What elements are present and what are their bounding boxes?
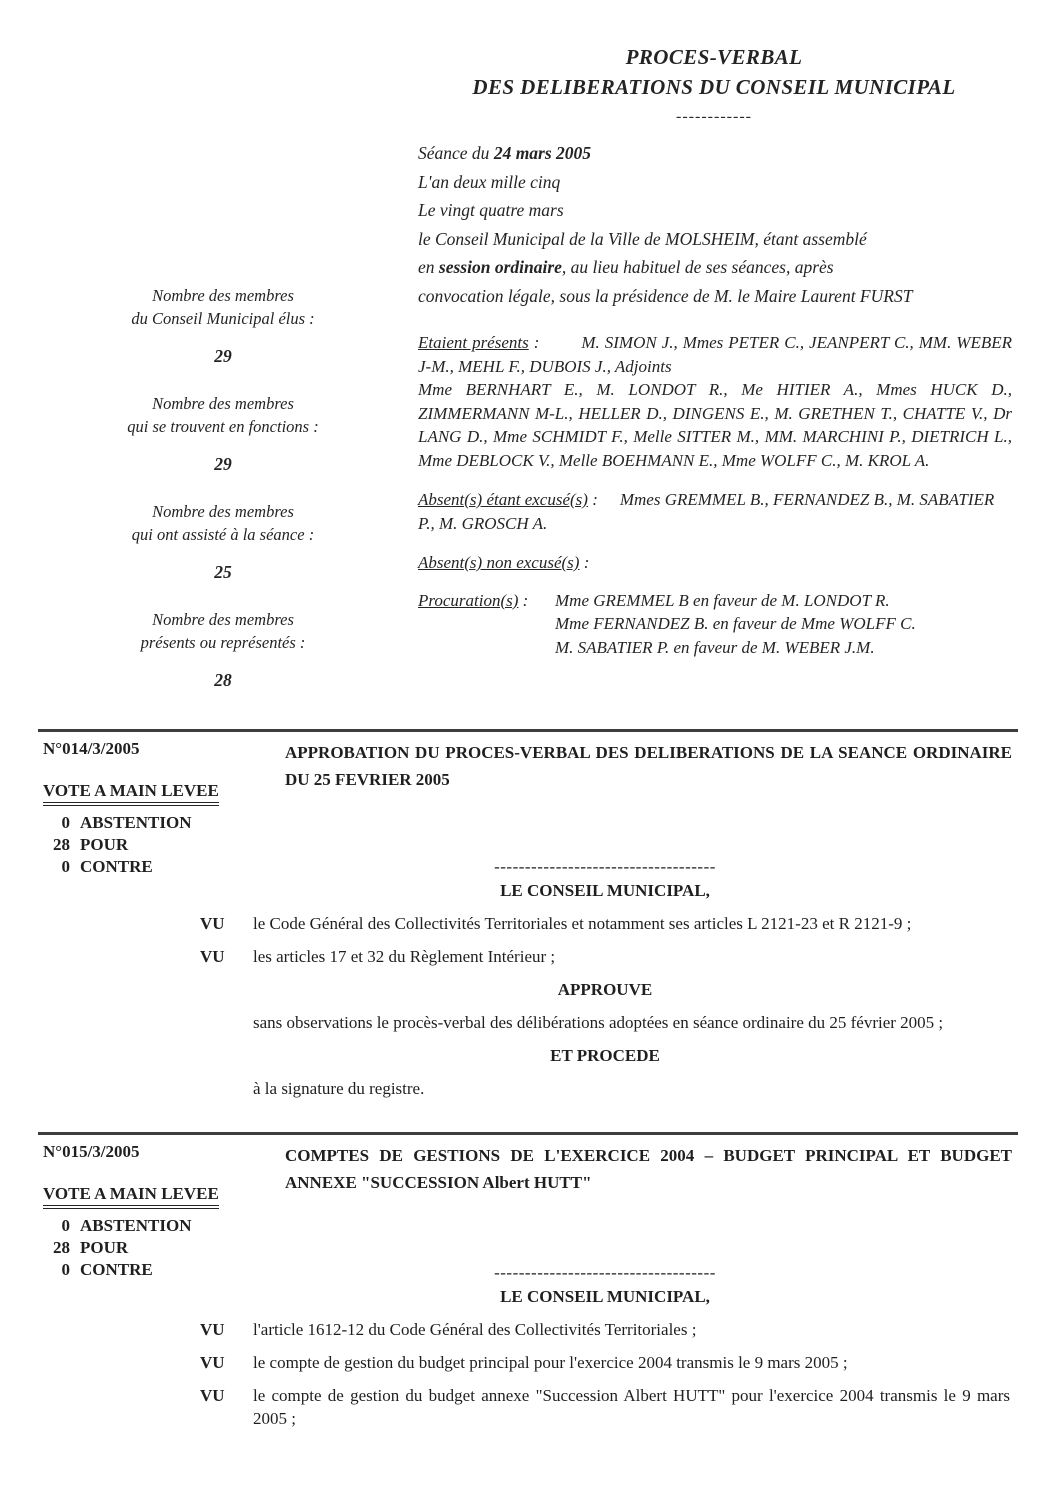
vote-label: ABSTENTION [80, 1216, 192, 1235]
members-label: Nombre des membres [152, 394, 294, 413]
vu-item [200, 945, 1010, 968]
vote-row [43, 1237, 219, 1259]
vu-text: le compte de gestion du budget principal pour l'exercice 2004 transmis le 9 mars 2005 ; [253, 1353, 848, 1372]
members-count: 29 [214, 454, 232, 474]
members-label: du Conseil Municipal élus : [131, 309, 315, 328]
deliberation-title: APPROBATION DU PROCES-VERBAL DES DELIBERATIONS DE LA SEANCE ORDINAIRE DU 25 FEVRIER 2005 [285, 743, 1012, 789]
vote-row [43, 812, 219, 834]
attendance-block [418, 331, 1012, 659]
deliberation-title: COMPTES DE GESTIONS DE L'EXERCICE 2004 – BUDGET PRINCIPAL ET BUDGET ANNEXE "SUCCESSION Albert HUTT" [285, 1146, 1012, 1192]
intro-line-1: L'an deux mille cinq [418, 171, 561, 192]
presents-paragraph [418, 331, 1012, 378]
vu-label: VU [200, 947, 225, 966]
vote-count: 0 [61, 857, 70, 876]
presents-label: Etaient présents [418, 333, 529, 352]
intro4-pre: en [418, 257, 439, 277]
vote-heading: VOTE A MAIN LEVEE [43, 1184, 219, 1209]
members-count: 28 [214, 670, 232, 690]
members-panel [58, 284, 388, 716]
intro-line-3: le Conseil Municipal de la Ville de MOLSHEIM, étant assemblé [418, 228, 867, 249]
document-title-line1: PROCES-VERBAL [625, 45, 803, 69]
vote-row [43, 1215, 219, 1237]
vote-block [43, 781, 219, 878]
colon: : [522, 590, 529, 610]
vote-count: 0 [61, 813, 70, 832]
vote-count: 0 [61, 1260, 70, 1279]
intro4-bold: session ordinaire [438, 257, 562, 277]
procuration-item: Mme FERNANDEZ B. en faveur de Mme WOLFF C. [555, 614, 916, 633]
not-excused-label: Absent(s) non excusé(s) [418, 553, 580, 572]
vote-count: 28 [53, 835, 70, 854]
deliberation-body [200, 1263, 1010, 1440]
vu-label: VU [200, 914, 225, 933]
council-heading: LE CONSEIL MUNICIPAL, [500, 881, 710, 900]
excused-names: Mmes GREMMEL B., FERNANDEZ B., M. SABATIER P., M. GROSCH A. [418, 490, 995, 533]
vote-row [43, 834, 219, 856]
intro-line-5: convocation légale, sous la présidence de M. le Maire Laurent FURST [418, 285, 913, 306]
presents-paragraph-2 [418, 378, 1012, 472]
procede-text-row [200, 1077, 1010, 1100]
deliberation-section-015 [0, 1140, 1058, 1497]
approve-text-row [200, 1011, 1010, 1034]
body-separator: ------------------------------------ [494, 1263, 716, 1282]
members-label: qui ont assisté à la séance : [131, 525, 315, 544]
not-excused-paragraph [418, 551, 1012, 575]
vote-block [43, 1184, 219, 1281]
deliberation-number: N°014/3/2005 [43, 739, 140, 758]
vu-text: le compte de gestion du budget annexe "Succession Albert HUTT" pour l'exercice 2004 transmis le 9 mars 2005 ; [253, 1386, 1010, 1428]
procuration-item: Mme GREMMEL B en faveur de M. LONDOT R. [555, 590, 890, 610]
members-label: Nombre des membres [152, 610, 294, 629]
vu-item [200, 1384, 1010, 1430]
deliberation-section-014 [0, 737, 1058, 1133]
presents-names-2: Mme BERNHART E., M. LONDOT R., Me HITIER A., Mmes HUCK D., ZIMMERMANN M-L., HELLER D., DINGENS E., M. GRETHEN T., CHATTE V., Dr LANG D., Mme SCHMIDT F., Melle SITTER M., MM. MARCHINI P., DIETRICH L., Mme DEBLOCK V., Melle BOEHMANN E., Mme WOLFF C., M. KROL A. [418, 380, 1012, 470]
vote-heading: VOTE A MAIN LEVEE [43, 781, 219, 806]
indent [200, 1011, 253, 1034]
header-separator: ------------ [676, 108, 752, 125]
seance-date: 24 mars 2005 [493, 143, 592, 163]
vote-label: ABSTENTION [80, 813, 192, 832]
approve-heading: APPROUVE [557, 980, 653, 999]
vote-row [43, 856, 219, 878]
members-label: qui se trouvent en fonctions : [127, 417, 319, 436]
procurations-label: Procuration(s) [418, 590, 519, 610]
members-count: 25 [214, 562, 232, 582]
intro4-post: , au lieu habituel de ses séances, après [561, 257, 834, 277]
members-count: 29 [214, 346, 232, 366]
members-block-attended [58, 500, 388, 584]
vu-item [200, 912, 1010, 935]
members-block-in-office [58, 392, 388, 476]
section-divider [38, 1132, 1018, 1135]
excused-label: Absent(s) étant excusé(s) [418, 490, 588, 509]
vote-row [43, 1259, 219, 1281]
section-divider [38, 729, 1018, 732]
deliberation-body [200, 857, 1010, 1110]
members-label: Nombre des membres [152, 502, 294, 521]
presents-names-1: M. SIMON J., Mmes PETER C., JEANPERT C., MM. WEBER J-M., MEHL F., DUBOIS J., Adjoints [418, 333, 1013, 376]
vu-item [200, 1351, 1010, 1374]
procede-heading: ET PROCEDE [550, 1046, 660, 1065]
vu-text: l'article 1612-12 du Code Général des Collectivités Territoriales ; [253, 1320, 697, 1339]
members-label: présents ou représentés : [140, 633, 306, 652]
members-label: Nombre des membres [152, 286, 294, 305]
vote-label: CONTRE [80, 857, 153, 876]
body-separator: ------------------------------------ [494, 857, 716, 876]
vu-item [200, 1318, 1010, 1341]
vote-count: 0 [61, 1216, 70, 1235]
document-title [418, 42, 1010, 102]
procurations-paragraph [418, 589, 1012, 660]
intro-line-2: Le vingt quatre mars [418, 200, 564, 220]
vu-text: les articles 17 et 32 du Règlement Intérieur ; [253, 947, 556, 966]
colon: : [583, 553, 590, 572]
vote-label: POUR [80, 1238, 129, 1257]
seance-intro [418, 139, 1018, 310]
procurations-list [555, 589, 1012, 660]
vote-label: CONTRE [80, 1260, 153, 1279]
excused-paragraph [418, 488, 1012, 535]
members-block-elected [58, 284, 388, 368]
vote-label: POUR [80, 835, 129, 854]
document-title-line2: DES DELIBERATIONS DU CONSEIL MUNICIPAL [472, 75, 956, 99]
procuration-item: M. SABATIER P. en faveur de M. WEBER J.M. [555, 637, 875, 657]
intro-line-4 [418, 253, 1018, 282]
colon: : [592, 490, 598, 509]
deliberation-number: N°015/3/2005 [43, 1142, 140, 1161]
seance-date-line [418, 139, 1018, 168]
vu-label: VU [200, 1353, 225, 1372]
vu-label: VU [200, 1386, 225, 1405]
approve-text: sans observations le procès-verbal des délibérations adoptées en séance ordinaire du 25 février 2005 ; [253, 1013, 944, 1032]
seance-prefix: Séance du [418, 143, 494, 163]
indent [200, 1077, 253, 1100]
council-heading: LE CONSEIL MUNICIPAL, [500, 1287, 710, 1306]
vu-text: le Code Général des Collectivités Territoriales et notamment ses articles L 2121-23 et R 2121-9 ; [253, 914, 912, 933]
vu-label: VU [200, 1320, 225, 1339]
members-block-represented [58, 608, 388, 692]
colon: : [533, 333, 540, 352]
procurations-label-wrap [418, 589, 555, 660]
procede-text: à la signature du registre. [253, 1079, 425, 1098]
vote-count: 28 [53, 1238, 70, 1257]
